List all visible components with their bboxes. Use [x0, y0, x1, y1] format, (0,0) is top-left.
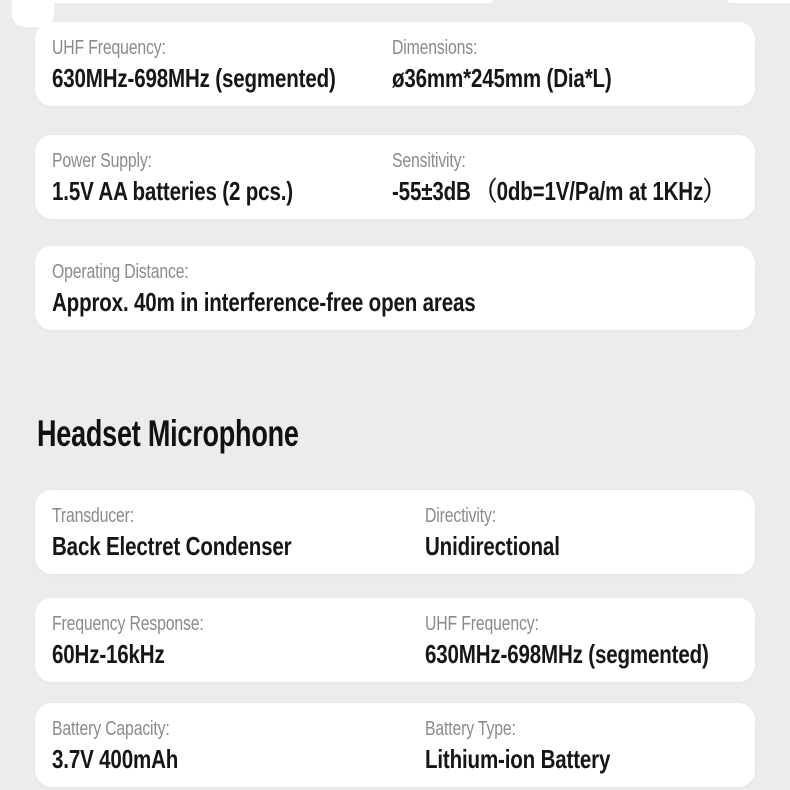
- spec-label: Battery Type:: [425, 718, 516, 740]
- spec-label: Dimensions:: [392, 37, 478, 59]
- spec-field: [52, 505, 755, 562]
- spec-card-uhf-dimensions: [35, 22, 755, 106]
- spec-card-power-sensitivity: [35, 135, 755, 219]
- spec-value: -55±3dB （0db=1V/Pa/m at 1KHz）: [392, 176, 724, 206]
- spec-value: Back Electret Condenser: [52, 531, 292, 561]
- spec-label: UHF Frequency:: [425, 613, 539, 635]
- spec-label: Transducer:: [52, 505, 134, 527]
- spec-value: 60Hz-16kHz: [52, 639, 165, 669]
- spec-value: ø36mm*245mm (Dia*L): [392, 63, 612, 93]
- spec-value: Approx. 40m in interference-free open areas: [52, 287, 476, 317]
- spec-value: 1.5V AA batteries (2 pcs.): [52, 176, 293, 206]
- section-heading: Headset Microphone: [37, 413, 299, 454]
- spec-card-battery: [35, 703, 755, 787]
- spec-label: Directivity:: [425, 505, 496, 527]
- spec-value: 3.7V 400mAh: [52, 744, 179, 774]
- spec-card-frequency-uhf: [35, 598, 755, 682]
- spec-value: 630MHz-698MHz (segmented): [52, 63, 336, 93]
- spec-label: UHF Frequency:: [52, 37, 166, 59]
- spec-value: 630MHz-698MHz (segmented): [425, 639, 709, 669]
- spec-label: Operating Distance:: [52, 261, 189, 283]
- spec-card-operating-distance: [35, 246, 755, 330]
- spec-field: [392, 150, 790, 207]
- spec-label: Battery Capacity:: [52, 718, 170, 740]
- spec-field: [392, 37, 670, 94]
- spec-label: Frequency Response:: [52, 613, 204, 635]
- spec-value: Lithium-ion Battery: [425, 744, 611, 774]
- spec-field: [425, 505, 596, 562]
- spec-label: Sensitivity:: [392, 150, 466, 172]
- spec-label: Power Supply:: [52, 150, 152, 172]
- spec-value: Unidirectional: [425, 531, 560, 561]
- spec-field: [52, 261, 755, 318]
- spec-field: [425, 718, 660, 775]
- spec-card-transducer-directivity: [35, 490, 755, 574]
- spec-field: [425, 613, 784, 670]
